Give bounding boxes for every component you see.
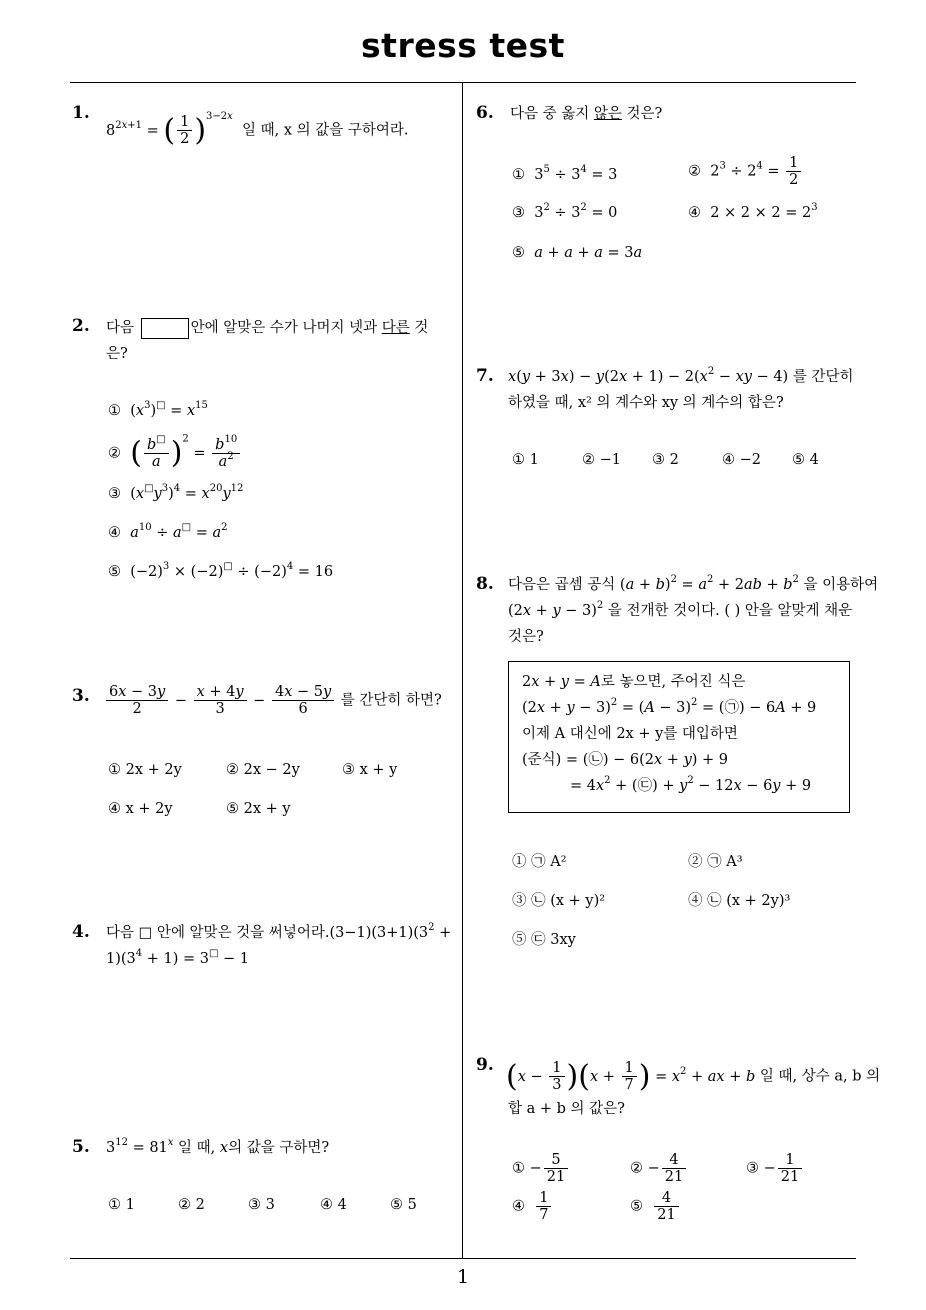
- question-2-text-b: 안에 알맞은 수가 나머지 넷과: [190, 320, 378, 336]
- question-8-stem-line2: $(2x + y - 3)^2$ 을 전개한 것이다. ( ) 안을 알맞게 채운: [508, 600, 853, 619]
- question-7-choice-2[interactable]: ② −1: [582, 452, 621, 468]
- question-7-stem-line1: $x(y + 3x) - y(2x + 1) - 2(x^2$ − xy − 4) 를 간단히: [508, 366, 854, 385]
- question-5-choice-4[interactable]: ④ 4: [320, 1197, 347, 1213]
- question-1-equation: $8^{2x+1}$ = ( $\frac{1}{2}$ )$^{3-2x}$: [106, 110, 233, 148]
- question-4-text-a: 다음 □ 안에 알맞은 것을 써넣어라.(3−1)(3+1)(3: [106, 925, 429, 941]
- question-9-equation: (x − $\frac{1}{3}$ )(x + $\frac{1}{7}$ ) = $x^2$ + ax + b: [506, 1058, 756, 1094]
- question-2-choice-4[interactable]: ④ $a^{10} \div a^□ = a^2$: [108, 522, 228, 541]
- choice-marker: ①: [108, 403, 121, 419]
- top-rule: [70, 82, 856, 83]
- question-4-text-b: 1)(3: [106, 951, 136, 967]
- solution-line-5: = $4x^2$ + (㉢) + $y^2 - 12x - 6y + 9$: [570, 775, 812, 794]
- question-5-choice-1[interactable]: ① 1: [108, 1197, 135, 1213]
- bottom-rule: [70, 1258, 856, 1259]
- choice-marker: ②: [630, 1160, 643, 1177]
- question-6-underlined-text: 않은: [593, 106, 622, 122]
- question-9-choice-5[interactable]: ⑤ $\frac{4}{21}$: [630, 1190, 681, 1223]
- question-3-stem: [104, 684, 442, 717]
- question-8-text-a: 다음은 곱셈 공식: [508, 577, 616, 593]
- question-6-choice-2[interactable]: ② $2^3 \div 2^4$ = $\frac{1}{2}$: [688, 155, 803, 188]
- question-3-choice-3[interactable]: ③ x + y: [342, 762, 398, 778]
- question-9-text-a: 일 때, 상수 a, b 의: [759, 1068, 881, 1085]
- question-6-text-b: 것은?: [626, 106, 663, 122]
- question-2-stem-line1: [106, 315, 428, 341]
- question-8-stem-line1: 다음은 곱셈 공식 $(a + b)^2 = a^2 + 2ab + b^2$ 을 이용하여: [508, 574, 879, 593]
- question-1-text: 일 때, x 의 값을 구하여라.: [242, 122, 409, 139]
- question-9-choice-1[interactable]: ① − $\frac{5}{21}$: [512, 1152, 570, 1185]
- question-7-choice-4[interactable]: ④ −2: [722, 452, 761, 468]
- question-9-choice-2[interactable]: ② − $\frac{4}{21}$: [630, 1152, 688, 1185]
- choice-marker: ①: [512, 1160, 525, 1177]
- page-number: 1: [456, 1266, 470, 1288]
- column-divider: [462, 83, 463, 1259]
- question-3-choice-2[interactable]: ② 2x − 2y: [226, 762, 300, 778]
- question-3-number: 3.: [72, 686, 90, 706]
- choice-marker: ⑤: [108, 564, 121, 580]
- question-5-stem: $3^{12} = 81^x$ 일 때, x의 값을 구하면?: [106, 1137, 330, 1156]
- question-6-choice-4[interactable]: ④ $2 \times 2 \times 2 = 2^3$: [688, 202, 818, 221]
- choice-marker: ③: [746, 1160, 759, 1177]
- question-5-choice-2[interactable]: ② 2: [178, 1197, 205, 1213]
- question-3-text: 를 간단히 하면?: [340, 692, 442, 709]
- question-2-choice-1[interactable]: ① $(x^3)^□ = x^{15}$: [108, 400, 208, 419]
- question-9-stem-line2: 합 a + b 의 값은?: [508, 1101, 625, 1117]
- question-8-text-c: 을 전개한 것이다. ( ) 안을 알맞게 채운: [607, 603, 853, 619]
- question-8-number: 8.: [476, 574, 494, 594]
- question-9-choice-3[interactable]: ③ − $\frac{1}{21}$: [746, 1152, 804, 1185]
- question-8-choice-1[interactable]: ① ㉠ A²: [512, 854, 567, 870]
- question-6-text-a: 다음 중 옳지: [510, 106, 590, 122]
- question-2-choice-2[interactable]: ② ( $\frac{b^□}{a}$ )$^2$ = $\frac{b^{10}}{a^2}$: [108, 437, 242, 470]
- question-4-stem-line2: $1)(3^4 + 1) = 3^□ - 1$: [106, 948, 250, 967]
- question-7-stem-line2: 하였을 때, x² 의 계수와 xy 의 계수의 합은?: [508, 395, 784, 411]
- choice-marker: ③: [108, 486, 121, 502]
- solution-line-4: (준식) = (㉡) − 6(2x + y) + 9: [522, 752, 729, 768]
- question-3-choice-1[interactable]: ① 2x + 2y: [108, 762, 182, 778]
- question-7-choice-5[interactable]: ⑤ 4: [792, 452, 819, 468]
- question-3-choice-5[interactable]: ⑤ 2x + y: [226, 801, 291, 817]
- question-8-text-b: 을 이용하여: [803, 577, 879, 593]
- question-3-expression: $\frac{6x - 3y}{2}$ − $\frac{x + 4y}{3}$ − $\frac{4x - 5y}{6}$: [104, 693, 336, 709]
- choice-marker: ②: [108, 445, 121, 462]
- question-2-underlined-text: 다른: [381, 320, 410, 336]
- question-7-text-a: 를 간단히: [792, 369, 854, 385]
- solution-line-2: $(2x + y - 3)^2 = (A - 3)^2$ = (㉠) − 6A + 9: [522, 697, 817, 716]
- solution-line-3: 이제 A 대신에 2x + y를 대입하면: [522, 726, 738, 742]
- question-2-choice-3[interactable]: ③ $(x^□y^3)^4 = x^{20}y^{12}$: [108, 483, 244, 502]
- question-6-number: 6.: [476, 103, 494, 123]
- question-2-text-c: 것: [414, 320, 429, 336]
- question-6-stem: [510, 101, 662, 127]
- choice-marker: ⑤: [630, 1198, 643, 1215]
- question-7-number: 7.: [476, 366, 494, 386]
- question-2-text-a: 다음: [106, 320, 135, 336]
- question-2-choice-5[interactable]: ⑤ $(-2)^3 \times (-2)^□ \div (-2)^4 = 16$: [108, 561, 334, 580]
- question-8-choice-2[interactable]: ② ㉠ A³: [688, 854, 743, 870]
- question-2-number: 2.: [72, 316, 90, 336]
- question-1-number: 1.: [72, 103, 90, 123]
- page-title: stress test: [361, 26, 565, 65]
- question-8-choice-4[interactable]: ④ ㉡ (x + 2y)³: [688, 893, 791, 909]
- question-9-choice-4[interactable]: ④ $\frac{1}{7}$: [512, 1190, 553, 1223]
- question-5-choice-5[interactable]: ⑤ 5: [390, 1197, 417, 1213]
- question-2-stem-line2: 은?: [106, 346, 128, 362]
- question-6-choice-1[interactable]: ① $3^5 \div 3^4 = 3$: [512, 164, 618, 183]
- question-4-stem-line1: 다음 □ 안에 알맞은 것을 써넣어라$.(3-1)(3+1)(3^2$ +: [106, 922, 452, 941]
- question-6-choice-5[interactable]: ⑤ a + a + a = 3a: [512, 245, 643, 261]
- choice-marker: ④: [512, 1198, 525, 1215]
- question-1-stem: [106, 110, 409, 148]
- question-5-choice-3[interactable]: ③ 3: [248, 1197, 275, 1213]
- solution-text-1: 로 놓으면, 주어진 식은: [600, 674, 746, 690]
- choice-marker: ④: [108, 525, 121, 541]
- question-5-number: 5.: [72, 1137, 90, 1157]
- question-9-stem-line1: [506, 1060, 880, 1093]
- question-7-choice-1[interactable]: ① 1: [512, 452, 539, 468]
- question-6-choice-3[interactable]: ③ $3^2 \div 3^2 = 0$: [512, 202, 618, 221]
- solution-line-1: 2x + y = A로 놓으면, 주어진 식은: [522, 674, 746, 690]
- question-9-number: 9.: [476, 1055, 494, 1075]
- question-8-stem-line3: 것은?: [508, 629, 544, 645]
- question-8-choice-5[interactable]: ⑤ ㉢ 3xy: [512, 932, 576, 948]
- question-4-number: 4.: [72, 922, 90, 942]
- question-7-choice-3[interactable]: ③ 2: [652, 452, 679, 468]
- question-3-choice-4[interactable]: ④ x + 2y: [108, 801, 173, 817]
- answer-blank-box: [141, 318, 189, 339]
- question-8-choice-3[interactable]: ③ ㉡ (x + y)²: [512, 893, 606, 909]
